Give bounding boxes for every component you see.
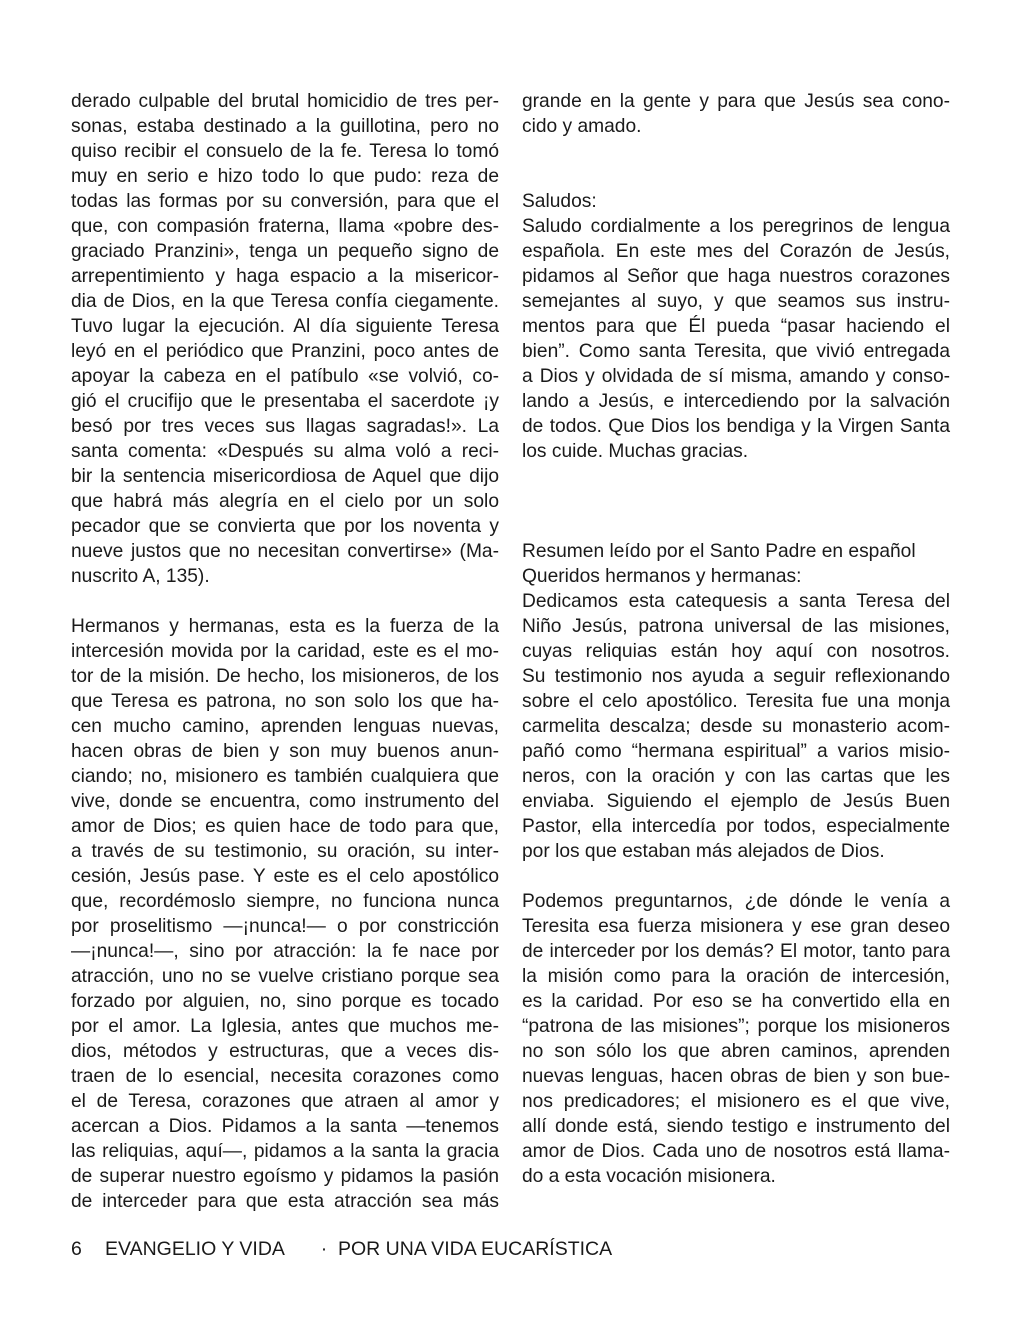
text-line: pidamos al Señor que haga nuestros corazones: [522, 266, 950, 287]
heading-summary: Resumen leído por el Santo Padre en español: [522, 541, 916, 562]
text-line: besó por tres veces sus llagas sagradas!». La: [71, 416, 499, 437]
text-line: dios, métodos y estructuras, que a veces dis-: [71, 1041, 499, 1062]
text-line: pañó como “hermana espiritual” a varios misio-: [522, 741, 950, 762]
right-column: [522, 89, 950, 1189]
page-footer: [71, 1237, 612, 1261]
text-line: derado culpable del brutal homicidio de tres per-: [71, 91, 499, 112]
paragraph-intercession: [71, 614, 499, 1214]
text-line: sobre el celo apostólico. Teresita fue una monja: [522, 691, 950, 712]
text-line: “patrona de las misiones”; porque los misioneros: [522, 1016, 950, 1037]
paragraph-question: [522, 889, 950, 1189]
text-line: intercesión movida por la caridad, este es el mo-: [71, 641, 499, 662]
text-line: graciado Pranzini», tenga un pequeño signo de: [71, 241, 499, 262]
text-line: acercan a Dios. Pidamos a la santa —tenemos: [71, 1116, 499, 1137]
text-line: lando a Jesús, e intercediendo por la salvación: [522, 391, 950, 412]
text-line: los cuide. Muchas gracias.: [522, 441, 749, 462]
text-line: dia de Dios, en la que Teresa confía ciegamente.: [71, 291, 499, 312]
paragraph-pranzini: [71, 89, 499, 589]
text-line: sonas, estaba destinado a la guillotina, pero no: [71, 116, 499, 137]
text-line: por los que estaban más alejados de Dios.: [522, 841, 885, 862]
text-line: cesión, Jesús pase. Y este es el celo apostólico: [71, 866, 499, 887]
text-line: —¡nunca!—, sino por atracción: la fe nace por: [71, 941, 499, 962]
text-line: nueve justos que no necesitan convertirse» (Ma-: [71, 541, 499, 562]
paragraph-greetings: [522, 214, 950, 464]
text-line: que, recordémoslo siempre, no funciona nunca: [71, 891, 499, 912]
text-line: allí donde está, siendo testigo e instrumento del: [522, 1116, 950, 1137]
text-line: es la caridad. Por eso se ha convertido ella en: [522, 991, 950, 1012]
text-line: por proselitismo —¡nunca!— o por constricción: [71, 916, 499, 937]
footer-separator: ·: [320, 1238, 328, 1260]
text-line: do a esta vocación misionera.: [522, 1166, 776, 1187]
text-line: forzado por alguien, no, sino porque es tocado: [71, 991, 499, 1012]
text-line: hacen obras de bien y son muy buenos anun-: [71, 741, 499, 762]
text-line: mentos para que Él pueda “pasar haciendo el: [522, 316, 950, 337]
text-line: Teresita esa fuerza misionera y ese gran deseo: [522, 916, 950, 937]
text-line: de interceder por los demás? El motor, tanto para: [522, 941, 950, 962]
text-line: Niño Jesús, patrona universal de las misiones,: [522, 616, 950, 637]
text-line: semejantes al suyo, y que seamos sus instru-: [522, 291, 950, 312]
text-line: Pastor, ella intercedía por todos, especialmente: [522, 816, 950, 837]
paragraph-summary: [522, 589, 950, 864]
text-line: amor de Dios. Cada uno de nosotros está llama-: [522, 1141, 950, 1162]
text-line: traen de lo esencial, necesita corazones como: [71, 1066, 499, 1087]
text-line: nuscrito A, 135).: [71, 566, 210, 587]
text-line: neros, con la oración y con las cartas que les: [522, 766, 950, 787]
text-line: de interceder para que esta atracción sea más: [71, 1191, 499, 1212]
text-line: bien”. Como santa Teresita, que vivió entregada: [522, 341, 950, 362]
publication-title: EVANGELIO Y VIDA: [105, 1238, 285, 1260]
text-line: cen mucho camino, aprenden lenguas nuevas,: [71, 716, 499, 737]
heading-saludos: Saludos:: [522, 191, 597, 212]
text-line: a Dios y olvidada de sí misma, amando y conso-: [522, 366, 950, 387]
text-line: Podemos preguntarnos, ¿de dónde le venía a: [522, 891, 950, 912]
text-line: cido y amado.: [522, 116, 642, 137]
text-line: nuevas lenguas, hacen obras de bien y son bue-: [522, 1066, 950, 1087]
heading-salutation: Queridos hermanos y hermanas:: [522, 566, 802, 587]
text-line: de todos. Que Dios los bendiga y la Virgen Santa: [522, 416, 950, 437]
page-number: 6: [71, 1238, 82, 1260]
text-line: la misión como para la oración de intercesión,: [522, 966, 950, 987]
text-line: no son sólo los que abren caminos, aprenden: [522, 1041, 950, 1062]
text-line: las reliquias, aquí—, pidamos a la santa la gracia: [71, 1141, 499, 1162]
text-line: Saludo cordialmente a los peregrinos de lengua: [522, 216, 950, 237]
text-line: santa comenta: «Después su alma voló a reci-: [71, 441, 499, 462]
text-line: Hermanos y hermanas, esta es la fuerza de la: [71, 616, 499, 637]
text-line: apoyar la cabeza en el patíbulo «se volvió, co-: [71, 366, 499, 387]
text-line: el de Teresa, corazones que atraen al amor y: [71, 1091, 499, 1112]
section-title: POR UNA VIDA EUCARÍSTICA: [338, 1238, 613, 1260]
text-line: española. En este mes del Corazón de Jesús,: [522, 241, 950, 262]
text-line: que Teresa es patrona, no son solo los que ha-: [71, 691, 499, 712]
text-line: enviaba. Siguiendo el ejemplo de Jesús Buen: [522, 791, 950, 812]
text-line: pecador que se convierta que por los noventa y: [71, 516, 499, 537]
left-column: [71, 89, 499, 1214]
text-line: por el amor. La Iglesia, antes que muchos me-: [71, 1016, 499, 1037]
text-line: vive, donde se encuentra, como instrumento del: [71, 791, 499, 812]
text-line: gió el crucifijo que le presentaba el sacerdote ¡y: [71, 391, 499, 412]
text-line: Dedicamos esta catequesis a santa Teresa del: [522, 591, 950, 612]
text-line: bir la sentencia misericordiosa de Aquel que dijo: [71, 466, 499, 487]
text-line: que, con compasión fraterna, llama «pobre des-: [71, 216, 499, 237]
text-line: tor de la misión. De hecho, los misioneros, de los: [71, 666, 499, 687]
text-line: nos predicadores; el misionero es el que vive,: [522, 1091, 950, 1112]
text-line: carmelita descalza; desde su monasterio acom-: [522, 716, 950, 737]
text-line: arrepentimiento y haga espacio a la misericor-: [71, 266, 499, 287]
text-line: leyó en el periódico que Pranzini, poco antes de: [71, 341, 499, 362]
text-line: atracción, uno no se vuelve cristiano porque sea: [71, 966, 499, 987]
text-line: grande en la gente y para que Jesús sea cono-: [522, 91, 950, 112]
text-line: de superar nuestro egoísmo y pidamos la pasión: [71, 1166, 499, 1187]
text-line: quiso recibir el consuelo de la fe. Teresa lo tomó: [71, 141, 499, 162]
text-line: cuyas reliquias están hoy aquí con nosotros.: [522, 641, 950, 662]
text-line: Tuvo lugar la ejecución. Al día siguiente Teresa: [71, 316, 499, 337]
text-line: a través de su testimonio, su oración, su inter-: [71, 841, 499, 862]
text-line: Su testimonio nos ayuda a seguir reflexionando: [522, 666, 950, 687]
text-line: que habrá más alegría en el cielo por un solo: [71, 491, 499, 512]
text-line: ciando; no, misionero es también cualquiera que: [71, 766, 499, 787]
text-line: todas las formas por su conversión, para que el: [71, 191, 499, 212]
text-line: amor de Dios; es quien hace de todo para que,: [71, 816, 499, 837]
paragraph-continuation: [522, 89, 950, 139]
text-line: muy en serio e hizo todo lo que pudo: reza de: [71, 166, 499, 187]
